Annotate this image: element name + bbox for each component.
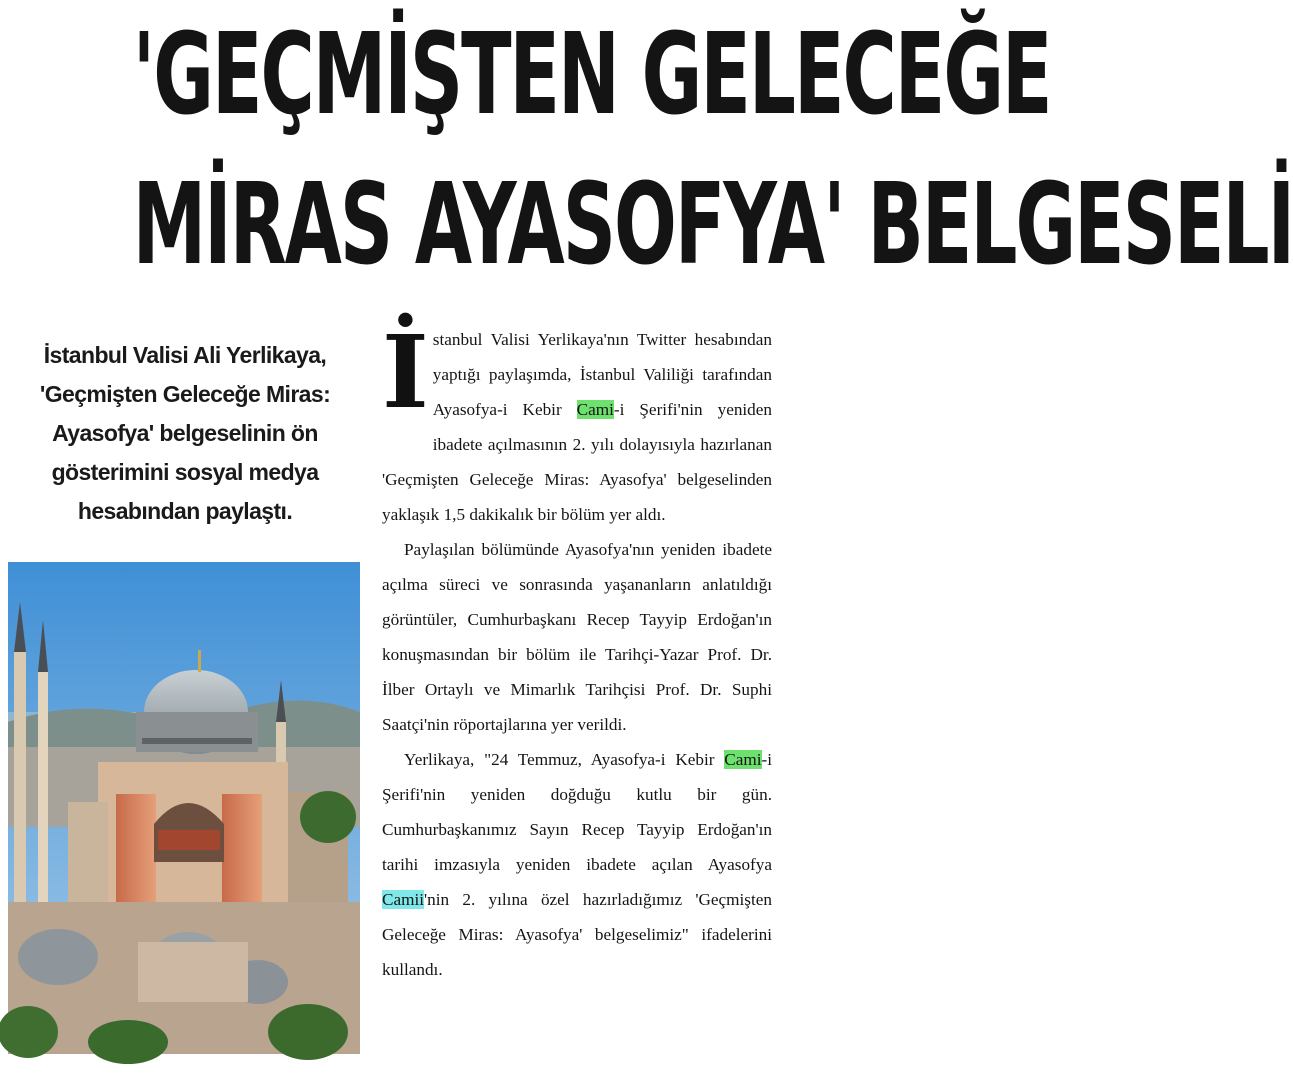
highlight-cami-1: Cami	[576, 400, 614, 419]
headline-line-2: MİRAS AYASOFYA' BELGESELİ	[132, 160, 1293, 290]
article-body	[382, 313, 773, 987]
highlight-cami-2: Cami	[724, 750, 762, 769]
hagia-sophia-photo	[8, 562, 360, 1054]
headline-line-1: 'GEÇMİŞTEN GELECEĞE	[132, 10, 1051, 140]
hagia-sophia-illustration	[8, 562, 360, 1054]
paragraph-3-part-c: 'nin 2. yılına özel hazırladığımız 'Geçmişten Geleceğe Miras: Ayasofya' belgeselimiz" ifadelerini kullandı.	[382, 890, 772, 979]
paragraph-1	[382, 313, 773, 532]
paragraph-3	[382, 742, 772, 987]
paragraph-3-part-b: -i Şerifi'nin yeniden doğduğu kutlu bir gün. Cumhurbaşkanımız Sayın Recep Tayyip Erdoğan'ın tarihi imzasıyla yeniden ibadete açılan Ayasofya	[382, 750, 772, 874]
drop-cap: İ	[382, 313, 429, 431]
paragraph-1-part-a: stanbul Valisi Yerlikaya'nın Twitter hesabından yaptığı paylaşımda, İstanbul Valiliği tarafından Ayasofya-i Kebir	[432, 330, 772, 419]
article-deck: İstanbul Valisi Ali Yerlikaya, 'Geçmişten Geleceğe Miras: Ayasofya' belgeselinin ön gösterimini sosyal medya hesabından paylaştı.	[39, 342, 331, 524]
highlight-camii: Camii	[382, 890, 425, 909]
paragraph-2: Paylaşılan bölümünde Ayasofya'nın yeniden ibadete açılma süreci ve sonrasında yaşananların anlatıldığı görüntüler, Cumhurbaşkanı Recep Tayyip Erdoğan'ın konuşmasından bir bölüm ile Tarihçi-Yazar Prof. Dr. İlber Ortaylı ve Mimarlık Tarihçisi Prof. Dr. Suphi Saatçi'nin röportajlarına yer verildi.	[382, 540, 772, 734]
paragraph-3-part-a: Yerlikaya, "24 Temmuz, Ayasofya-i Kebir	[404, 750, 725, 769]
paragraph-1-part-b: -i Şerifi'nin yeniden ibadete açılmasının 2. yılı dolayısıyla hazırlanan 'Geçmişten Geleceğe Miras: Ayasofya' belgeselinden yaklaşık 1,5 dakikalık bir bölüm yer aldı.	[382, 400, 773, 524]
